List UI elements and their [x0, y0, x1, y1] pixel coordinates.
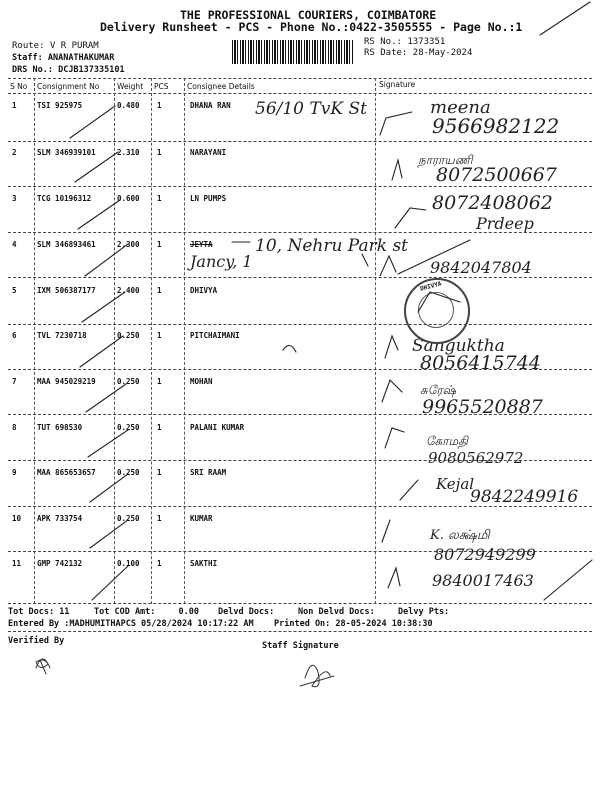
rs-date-line: RS Date: 28-May-2024	[364, 48, 473, 58]
col-header-pcs: PCS	[154, 82, 169, 91]
handwritten-address: 56/10 TvK St	[255, 99, 367, 119]
row-consignment: TCG 10196312	[37, 194, 92, 203]
row-weight: 2.400	[117, 286, 140, 295]
signature-text: சுரேஷ்	[420, 383, 456, 397]
row-consignee: PALANI KUMAR	[190, 423, 245, 432]
row-pcs: 1	[157, 423, 162, 432]
signature-phone: 8072500667	[436, 164, 557, 186]
staff-line: Staff: ANANATHAKUMAR	[12, 53, 115, 63]
row-pcs: 1	[157, 101, 162, 110]
row-consignee: DHANA RAN	[190, 101, 231, 110]
row-consignment: IXM 506387177	[37, 286, 96, 295]
drs-line: DRS No.: DCJB137335101	[12, 65, 125, 75]
row-consignment: MAA 865653657	[37, 468, 96, 477]
row-weight: 0.480	[117, 101, 140, 110]
row-consignee: MOHAN	[190, 377, 213, 386]
signature-phone: 9566982122	[432, 114, 560, 138]
row-consignment: TUT 698530	[37, 423, 83, 432]
handwritten-name: Jancy, 1	[190, 252, 253, 271]
row-weight: 0.100	[117, 559, 140, 568]
row-pcs: 1	[157, 468, 162, 477]
signature-text: Prdeep	[476, 214, 534, 233]
row-pcs: 1	[157, 559, 162, 568]
row-sno: 6	[12, 331, 17, 340]
signature-phone: 9842047804	[430, 258, 532, 277]
row-pcs: 1	[157, 331, 162, 340]
row-consignee: PITCHAIMANI	[190, 331, 240, 340]
signature-phone: 9080562972	[428, 449, 524, 467]
document-subtitle: Delivery Runsheet - PCS - Phone No.:0422-3505555 - Page No.:1	[100, 20, 523, 34]
row-consignee: DHIVYA	[190, 286, 218, 295]
row-sno: 1	[12, 101, 17, 110]
footer-non-delivered: Non Delvd Docs:	[298, 607, 375, 617]
row-consignee: SRI RAAM	[190, 468, 227, 477]
footer-delivered: Delvd Docs:	[218, 607, 275, 617]
row-sno: 4	[12, 240, 17, 249]
row-consignment: TSI 925975	[37, 101, 83, 110]
stamp-text: DHIVYA	[419, 280, 443, 293]
row-sno: 9	[12, 468, 17, 477]
signature-text: K. லக்ஷ்மி	[430, 528, 490, 543]
row-pcs: 1	[157, 514, 162, 523]
row-consignment: APK 733754	[37, 514, 83, 523]
signature-text: Sanguktha	[412, 336, 505, 356]
row-sno: 5	[12, 286, 17, 295]
footer-totals: Tot Docs: 11	[8, 607, 70, 617]
row-sno: 11	[12, 559, 22, 568]
footer-delivery-points: Delvy Pts:	[398, 607, 450, 617]
footer-cod: Tot COD Amt: 0.00	[94, 607, 200, 617]
document-title: THE PROFESSIONAL COURIERS, COIMBATORE	[180, 8, 437, 22]
signature-phone: 9965520887	[422, 396, 543, 418]
row-sno: 2	[12, 148, 17, 157]
route-line: Route: V R PURAM	[12, 41, 99, 51]
row-consignment: SLM 346893461	[37, 240, 96, 249]
row-weight: 0.250	[117, 514, 140, 523]
handwritten-address: 10, Nehru Park st	[255, 236, 408, 256]
signature-text: Kejal	[436, 475, 475, 493]
row-weight: 0.250	[117, 468, 140, 477]
staff-signature-label: Staff Signature	[262, 641, 339, 651]
signature-text: meena	[430, 97, 491, 118]
footer-entered-by: Entered By :MADHUMITHAPCS 05/28/2024 10:17:22 AM	[8, 619, 254, 629]
signature-phone: 9842249916	[470, 487, 579, 507]
row-consignee: NARAYANI	[190, 148, 227, 157]
row-pcs: 1	[157, 194, 162, 203]
row-sno: 7	[12, 377, 17, 386]
row-weight: 2.310	[117, 148, 140, 157]
signature-text: கோமதி	[426, 434, 468, 448]
col-header-consignee: Consignee Details	[187, 82, 255, 91]
signature-phone: 8056415744	[420, 352, 541, 374]
row-sno: 10	[12, 514, 22, 523]
footer-printed-on: Printed On: 28-05-2024 10:38:30	[274, 619, 433, 629]
row-weight: 0.250	[117, 331, 140, 340]
row-pcs: 1	[157, 240, 162, 249]
rs-no-line: RS No.: 1373351	[364, 37, 446, 47]
row-sno: 8	[12, 423, 17, 432]
row-pcs: 1	[157, 148, 162, 157]
signature-phone: 9840017463	[432, 571, 534, 590]
row-consignment: MAA 945029219	[37, 377, 96, 386]
verified-by-label: Verified By	[8, 636, 65, 646]
row-consignee: LN PUMPS	[190, 194, 227, 203]
row-weight: 0.250	[117, 377, 140, 386]
signature-text: நாராயணி	[418, 153, 473, 167]
signature-phone: 8072408062	[432, 192, 553, 214]
signature-phone: 8072949299	[434, 545, 536, 564]
row-pcs: 1	[157, 377, 162, 386]
row-consignment: TVL 7230718	[37, 331, 87, 340]
row-pcs: 1	[157, 286, 162, 295]
row-consignee: SAKTHI	[190, 559, 218, 568]
col-header-weight: Weight	[117, 82, 144, 91]
row-consignee: JEYTA	[190, 240, 213, 249]
col-header-consignment: Consignment No	[37, 82, 100, 91]
row-consignment: GMP 742132	[37, 559, 83, 568]
col-header-sno: S No	[10, 82, 28, 91]
col-header-signature: Signature	[379, 80, 416, 89]
row-weight: 0.600	[117, 194, 140, 203]
row-consignee: KUMAR	[190, 514, 213, 523]
row-weight: 0.250	[117, 423, 140, 432]
row-sno: 3	[12, 194, 17, 203]
row-consignment: SLM 346939101	[37, 148, 96, 157]
row-weight: 2.300	[117, 240, 140, 249]
